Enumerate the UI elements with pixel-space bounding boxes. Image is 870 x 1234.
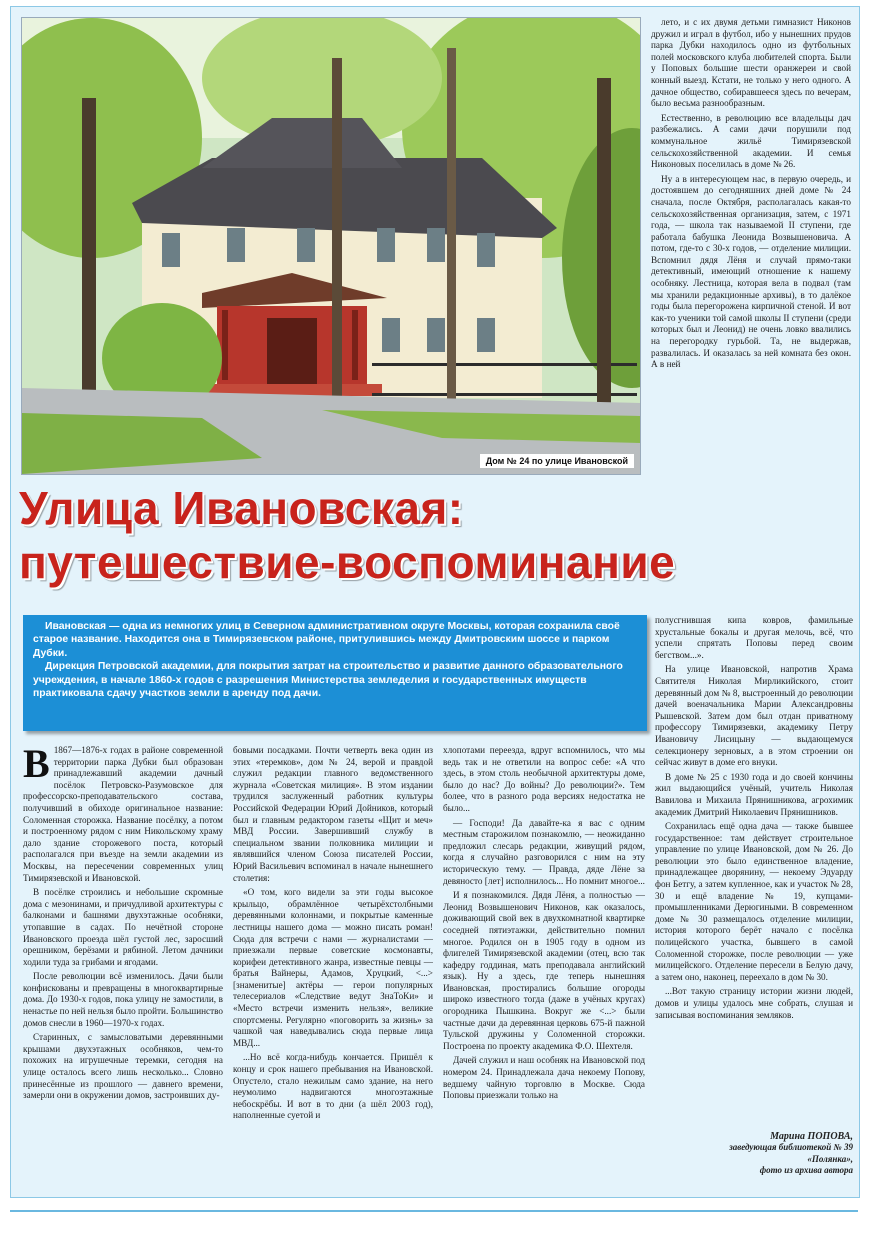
intro-box [23,615,647,731]
paragraph: Естественно, в революцию все владельцы дач разбежались. А сами дачи порушили под коммунальное жильё Тимирязевской сельскохозяйственной академии. И семья Никоновых поселилась в доме № 26. [651,112,851,170]
drop-cap: В [23,745,50,786]
text-column-top-right [651,17,851,473]
newspaper-page [10,6,860,1198]
photo-credit: фото из архива автора [759,1165,853,1176]
text-column-4 [655,615,853,1095]
paragraph: хлопотами переезда, вдруг вспомнилось, что мы ведь так и не ответили на вопрос себе: «А что здесь, в этом столь необычной архитектуры доме, было до нас? До войны? До революции?». Тем более, что в разного рода версиях недостатка не было... [443,745,645,813]
house-photo [21,17,641,475]
author-position: заведующая библиотекой № 39 [729,1142,853,1153]
paragraph: В доме № 25 с 1930 года и до своей кончины жил выдающийся учёный, учитель Николая Вавилова и Михаила Прянишникова, агрохимик академик Дмитрий Николаевич Прянишников. [655,771,853,817]
paragraph: ...Вот такую страницу истории жизни людей, домов и улицы удалось мне собрать, слушая и записывая воспоминания земляков. [655,986,853,1020]
paragraph: После революции всё изменилось. Дачи были конфискованы и превращены в многоквартирные дома. До 1930-х годов, пока улицу не замостили, в ненастье по ней нельзя было пройти. Большинство домов снесли в 1960—1970-х годах. [23,971,223,1028]
author-library: «Полянка», [807,1153,853,1164]
page-divider [10,1210,858,1212]
text-column-2 [233,745,433,1195]
paragraph: полусгнившая кипа ковров, фамильные хрустальные бокалы и другая мелочь, всё, что успели спрятать Поповы перед своим бегством...». [655,615,853,660]
paragraph: Сохранилась ещё одна дача — также бывшее государственное: там действует строительное управление по улице Ивановской, дом № 26. До революции это было единственное владение, принадлежащее дворянину, — некоему Эдуарду фон Бетгу, а затем купленное, как и участок № 28, 30 и ещё владение № 19, купцами-промышленниками Дерюгиными. В современном доме № 30 размещалось отделение милиции, история которого берёт начало с посёлка полицейского участка, бывшего в самой Соломенной сторожке, после революции — уже милицейского. Отделение пересели в Белую дачу, а затем оно, наконец, переехало в дом № 30. [655,821,853,982]
paragraph: лето, и с их двумя детьми гимназист Никонов дружил и играл в футбол, ибо у нынешних прудов парка Дубки находилось одно из футбольных полей московского клуба любителей спорта. Были у Поповых большие шести оранжереи и свой конный выезд. Кстати, не только у него одного. А дачное общество, собиравшееся здесь по вечерам, было весьма разнообразным. [651,17,851,109]
paragraph: На улице Ивановской, напротив Храма Святителя Николая Мирликийского, стоит деревянный дом № 8, выстроенный до революции дачей военачальника Марии Александровны Рышевской. Затем дом был отдан приватному профессору Тимирязевки, академику Петру Ивановичу Лисицыну — выдающемуся селекционеру зерновых, а в этом строении он сейчас живут в доме его внуки. [655,664,853,768]
paragraph: 1867—1876-х годах в районе современной территории парка Дубки был образован принадлежавший академии дачный посёлок Петровско-Разумовское для профессорско-преподавательского состава, получивший в обиходе оригинальное название: Соломенная сторожка. Название посёлку, а потом и построенному рядом с ним Никольскому храму дало здание сторожевого поста, который располагался при въезде на земли академии из Москвы, на пересечении современных улиц Тимирязевской и Ивановской. [23,745,223,883]
intro-paragraph: Ивановская — одна из немногих улиц в Северном административном округе Москвы, которая сохранила своё старое название. Находится она в Тимирязевском районе, притулившись между Дмитровским шоссе и парком Дубки. [33,621,620,659]
house-illustration [22,18,640,474]
author-name: Марина ПОПОВА, [770,1131,853,1142]
text-column-3 [443,745,645,1195]
paragraph: Ну а в интересующем нас, в первую очередь, и достоявшем до сегодняшних дней доме № 24 сначала, после Октября, располагалась какая-то сельскохозяйственная организация, затем, с 1971 года, — школа так называемой II ступени, где работала бабушка Леонида Возвышеновича. А потом, где-то с 30-х годов, — отделение милиции. Вспомнил дядя Лёня и случай прямо-таки детективный, имеющий отношение к нашему особняку. Лестница, которая вела в подвал (там мы хранили редакционные архивы), в то далёкое годы была перегорожена кирпичной стеной. И вот как-то ученики той самой школы II ступени (среди которых был и Леонид) не очень ловко ввалились на перегородку гурьбой. Та, не выдержав, развалилась. И оказалась за ней комната без окон. А в ней [651,173,851,370]
paragraph: И я познакомился. Дядя Лёня, а полностью — Леонид Возвышенович Никонов, как оказалось, доживающий свой век в двухкомнатной квартирке соседней пятиэтажки, действительно помнил многое. Родился он в 1905 году в одном из флигелей Тимирязевской академии (отец, всю так кафедру годдиная, мать преподавала английский язык). Ну а здесь, где теперь нынешняя Ивановская, простирались большие огороды широко известного тогда (даже в учёных кругах) огородника Пышкина. Вокруг же <...> были частные дачи да деревянная церковь 675-й пажной Тульской дружины у Соломенной сторожки. Построена по проекту академика Ф.О. Шехтеля. [443,890,645,1051]
paragraph: «О том, кого видели за эти годы высокое крыльцо, обрамлённое четырёхстолбными деревянными колоннами, и покрытые каменные лестницы нашего дома — можно писать роман! Сюда для встречи с нами — журналистами — приезжали первые советские космонавты, корифеи детективного жанра, известные певцы — братья Вайнеры, Адамов, Хруцкий, <...> [знаменитые] актёры — герои популярных телесериалов «Следствие ведут ЗнаТоКи» и «Место встречи изменить нельзя», великие спортсмены. Регулярно «поговорить за жизнь» за чашкой чая наведывались сюда первые лица МВД... [233,887,433,1048]
paragraph: Старинных, с замысловатыми деревянными крышами двухэтажных особняков, чем-то похожих на игрушечные теремки, сегодня на улице осталось всего лишь несколько... Словно принесённые из прошлого — давнего времени, замерли они в окружении домов, застроивших ду- [23,1032,223,1101]
photo-caption: Дом № 24 по улице Ивановской [480,454,634,468]
headline-line-2: путешествие-воспоминание [19,536,676,588]
author-signature [655,1131,853,1177]
text-column-1 [23,745,223,1195]
paragraph: В посёлке строились и небольшие скромные дома с мезонинами, и причудливой архитектуры с балконами и башнями двухэтажные особняки, утопавшие в садах. По нечётной стороне Ивановского проезда шёл густой лес, заросший орешником, берёзами и рябиной. Летом дачники ходили туда за грибами и ягодами. [23,887,223,967]
intro-paragraph: Дирекция Петровской академии, для покрытия затрат на строительство и развитие данного образовательного учреждения, в начале 1860-х годов с разрешения Министерства земледелия и государственных имуществ практиковала сдачу участков земли в аренду под дачи. [33,661,623,700]
paragraph: — Господи! Да давайте-ка я вас с одним местным старожилом познакомлю, — неожиданно предложил слесарь редакции, живущий рядом, когда я случайно разговорился с ним на эту историческую тему. — Правда, дяде Лёне за девяносто [лет] исполнилось... Но помнит многое... [443,817,645,886]
paragraph: бовыми посадками. Почти четверть века один из этих «теремков», дом № 24, верой и правдой служил редакции главного ведомственного журнала «Советская милиция». В этом издании трудился заслуженный работник культуры Российской Федерации Юрий Дойников, который был и главным редактором газеты «Щит и меч» МВД России. Завершивший службу в специальном звании полковника милиции и являвшийся членом Союза писателей России, Юрий Васильевич вспоминал в начале нынешнего столетия: [233,745,433,883]
paragraph: Дачей служил и наш особняк на Ивановской под номером 24. Принадлежала дача некоему Попову, ведшему чайную торговлю в Москве. Сюда Поповы приезжали только на [443,1055,645,1101]
headline-line-1: Улица Ивановская: [19,482,464,534]
paragraph: ...Но всё когда-нибудь кончается. Пришёл к концу и срок нашего пребывания на Ивановской. Опустело, стало нежилым само здание, на него неумолимо надвигаются многоэтажные небоскрёбы. И вот в то дни (а шёл 2003 год), наполненные суетой и [233,1052,433,1121]
article-headline [19,481,855,589]
